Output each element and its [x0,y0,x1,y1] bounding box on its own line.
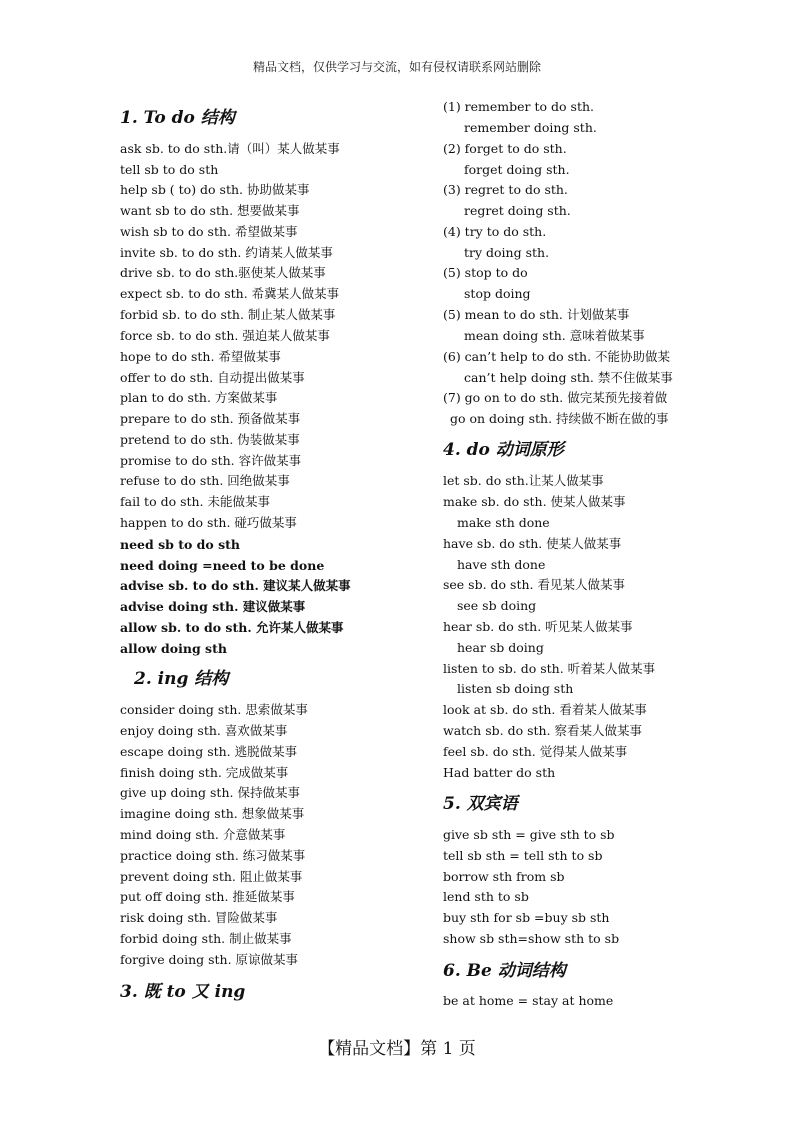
entry: feel sb. do sth. 觉得某人做某事 [443,744,628,759]
entry: lend sth to sb [443,889,529,904]
page-header: 精品文档，仅供学习与交流，如有侵权请联系网站删除 [252,60,541,74]
entry: drive sb. to do sth.驱使某人做某事 [120,265,326,280]
section-heading-6: 6. Be 动词结构 [443,961,566,981]
entry: want sb to do sth. 想要做某事 [120,203,300,218]
entry: escape doing sth. 逃脱做某事 [120,744,298,759]
entry: forbid doing sth. 制止做某事 [120,931,292,946]
entry: tell sb sth = tell sth to sb [443,848,603,863]
entry: make sth done [457,515,550,530]
entry: (5) mean to do sth. 计划做某事 [443,307,630,322]
entry-bold: advise sb. to do sth. 建议某人做某事 [120,578,351,593]
entry: help sb ( to) do sth. 协助做某事 [120,182,310,197]
entry: let sb. do sth.让某人做某事 [443,473,604,488]
entry: (1) remember to do sth. [443,99,594,114]
entry: mean doing sth. 意味着做某事 [464,328,645,343]
entry: Had batter do sth [443,765,556,780]
entry-bold: need sb to do sth [120,537,241,552]
entry: listen sb doing sth [457,681,574,696]
entry: practice doing sth. 练习做某事 [120,848,306,863]
entry: can’t help doing sth. 禁不住做某事 [464,370,673,385]
entry: happen to do sth. 碰巧做某事 [120,515,297,530]
entry: consider doing sth. 思索做某事 [120,702,308,717]
entry: see sb doing [457,598,537,613]
entry: remember doing sth. [464,120,597,135]
entry: see sb. do sth. 看见某人做某事 [443,577,625,592]
entry: (2) forget to do sth. [443,141,567,156]
entry: finish doing sth. 完成做某事 [120,765,289,780]
entry: refuse to do sth. 回绝做某事 [120,473,290,488]
entry: (3) regret to do sth. [443,182,568,197]
entry: risk doing sth. 冒险做某事 [120,910,278,925]
entry: put off doing sth. 推延做某事 [120,889,295,904]
entry-bold: allow sb. to do sth. 允许某人做某事 [120,620,344,635]
entry: look at sb. do sth. 看着某人做某事 [443,702,647,717]
entry: (5) stop to do [443,265,528,280]
entry: forget doing sth. [464,162,570,177]
entry: force sb. to do sth. 强迫某人做某事 [120,328,330,343]
entry: watch sb. do sth. 察看某人做某事 [443,723,642,738]
entry: hear sb doing [457,640,544,655]
entry: plan to do sth. 方案做某事 [120,390,278,405]
entry: listen to sb. do sth. 听着某人做某事 [443,661,656,676]
entry: hope to do sth. 希望做某事 [120,349,281,364]
entry: prepare to do sth. 预备做某事 [120,411,301,426]
entry: buy sth for sb =buy sb sth [443,910,610,925]
section-heading-3: 3. 既 to 又 ing [120,982,246,1002]
entry: be at home = stay at home [443,993,614,1008]
entry-bold: advise doing sth. 建议做某事 [120,599,306,614]
entry: prevent doing sth. 阻止做某事 [120,869,303,884]
entry: offer to do sth. 自动提出做某事 [120,370,305,385]
section-heading-5: 5. 双宾语 [443,794,518,814]
entry: invite sb. to do sth. 约请某人做某事 [120,245,333,260]
entry-bold: allow doing sth [120,641,227,656]
entry: regret doing sth. [464,203,571,218]
entry: go on doing sth. 持续做不断在做的事 [450,411,669,426]
entry: (6) can’t help to do sth. 不能协助做某 [443,349,671,364]
entry: promise to do sth. 容许做某事 [120,453,302,468]
entry: stop doing [464,286,531,301]
section-heading-4: 4. do 动词原形 [443,440,564,460]
entry: imagine doing sth. 想象做某事 [120,806,305,821]
entry: show sb sth=show sth to sb [443,931,620,946]
entry: pretend to do sth. 伪装做某事 [120,432,300,447]
entry: tell sb to do sth [120,162,219,177]
entry: fail to do sth. 未能做某事 [120,494,271,509]
entry: wish sb to do sth. 希望做某事 [120,224,298,239]
entry: (7) go on to do sth. 做完某预先接着做 [443,390,668,405]
entry: give sb sth = give sth to sb [443,827,615,842]
page-footer: 【精品文档】第 1 页 [318,1039,476,1059]
entry: (4) try to do sth. [443,224,547,239]
entry: make sb. do sth. 使某人做某事 [443,494,626,509]
entry: expect sb. to do sth. 希冀某人做某事 [120,286,340,301]
entry: have sb. do sth. 使某人做某事 [443,536,622,551]
entry: give up doing sth. 保持做某事 [120,785,300,800]
entry: forgive doing sth. 原谅做某事 [120,952,299,967]
entry: forbid sb. to do sth. 制止某人做某事 [120,307,336,322]
entry: borrow sth from sb [443,869,565,884]
entry: ask sb. to do sth.请（叫）某人做某事 [120,141,340,156]
entry: mind doing sth. 介意做某事 [120,827,286,842]
entry: enjoy doing sth. 喜欢做某事 [120,723,288,738]
entry: hear sb. do sth. 听见某人做某事 [443,619,633,634]
section-heading-1: 1. To do 结构 [120,108,235,128]
entry: have sth done [457,557,546,572]
entry: try doing sth. [464,245,550,260]
section-heading-2: 2. ing 结构 [134,669,229,689]
entry-bold: need doing =need to be done [120,558,325,573]
